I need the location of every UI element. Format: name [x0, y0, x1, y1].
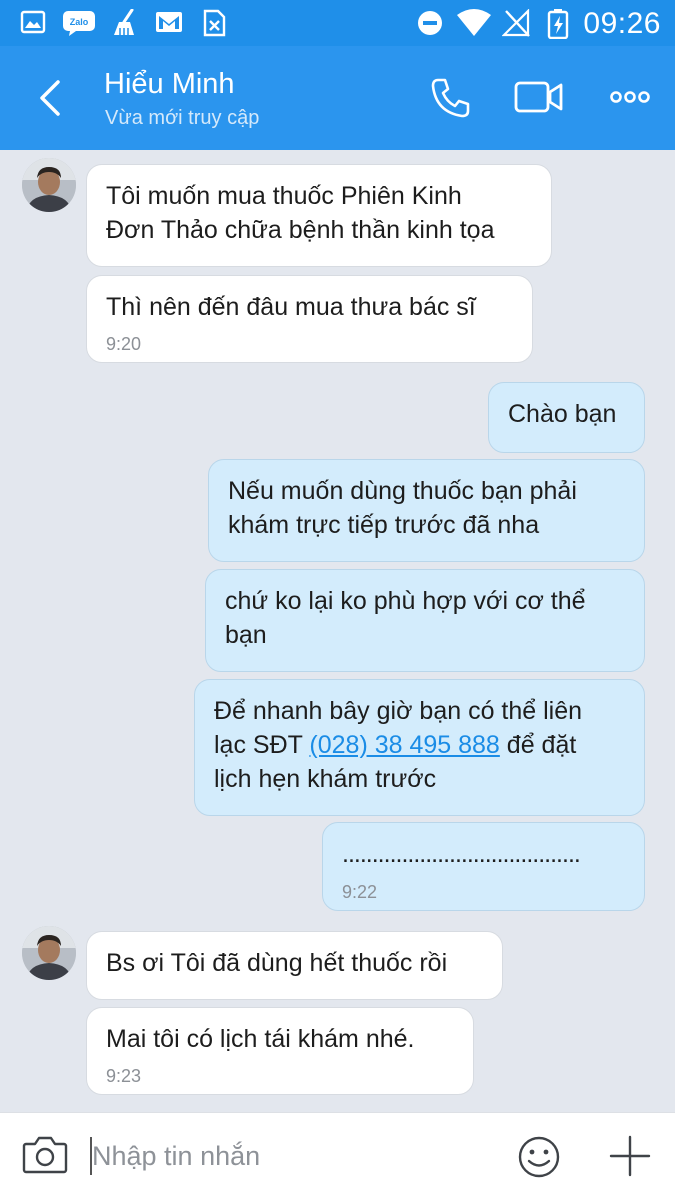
contact-name[interactable]: Hiểu Minh — [104, 68, 235, 100]
message-text: chứ ko lại ko phù hợp với cơ thể — [225, 587, 586, 615]
message-bubble-incoming[interactable] — [86, 931, 503, 1000]
message-time: 9:22 — [342, 882, 378, 902]
phone-call-icon[interactable] — [428, 76, 472, 120]
chat-header — [0, 46, 675, 150]
message-text-line — [214, 728, 625, 762]
message-text: Đơn Thảo chữa bệnh thần kinh tọa — [106, 216, 495, 244]
message-text: Thì nên đến đâu mua thưa bác sĩ — [106, 293, 476, 321]
phone-number-link[interactable]: (028) 38 495 888 — [309, 731, 500, 759]
message-text: Để nhanh bây giờ bạn có thể liên — [214, 697, 583, 725]
message-bubble-outgoing[interactable] — [208, 459, 645, 562]
battery-charging-icon — [546, 9, 570, 39]
message-bubble-incoming[interactable] — [86, 1007, 474, 1095]
emoji-icon[interactable] — [517, 1135, 561, 1179]
status-bar — [0, 0, 675, 46]
avatar[interactable] — [22, 158, 76, 212]
message-text: Bs ơi Tôi đã dùng hết thuốc rồi — [106, 949, 448, 977]
message-list[interactable] — [0, 150, 675, 1112]
contact-status: Vừa mới truy cập — [105, 107, 260, 129]
message-text: lịch hẹn khám trước — [214, 765, 437, 793]
more-icon[interactable] — [610, 89, 650, 105]
do-not-disturb-icon — [416, 9, 444, 37]
camera-icon[interactable] — [22, 1135, 68, 1175]
message-bubble-outgoing[interactable] — [205, 569, 645, 672]
message-text: bạn — [225, 621, 267, 649]
message-bubble-outgoing[interactable] — [488, 382, 645, 453]
wifi-icon — [456, 9, 492, 37]
message-bubble-incoming[interactable] — [86, 164, 552, 267]
message-bubble-outgoing[interactable] — [322, 822, 645, 911]
message-text: Chào bạn — [508, 400, 617, 428]
video-call-icon[interactable] — [514, 80, 564, 114]
back-icon[interactable] — [30, 74, 74, 122]
message-text: khám trực tiếp trước đã nha — [228, 511, 540, 539]
message-time: 9:23 — [106, 1066, 142, 1086]
svg-text:Zalo: Zalo — [69, 17, 89, 27]
cleaner-icon — [110, 9, 140, 37]
no-signal-icon — [502, 9, 532, 37]
message-bubble-outgoing[interactable] — [194, 679, 645, 816]
message-text: ........................................ — [342, 840, 580, 868]
clock: 09:26 — [583, 7, 661, 40]
message-time: 9:20 — [106, 334, 142, 354]
sim-icon — [202, 9, 226, 37]
gallery-icon — [20, 9, 46, 35]
avatar[interactable] — [22, 926, 76, 980]
message-bubble-incoming[interactable] — [86, 275, 533, 363]
zalo-icon — [62, 9, 96, 37]
gmail-icon — [154, 9, 184, 35]
message-text: Mai tôi có lịch tái khám nhé. — [106, 1025, 415, 1053]
message-text: để đặt — [499, 731, 577, 759]
message-input[interactable] — [92, 1135, 492, 1177]
avatar-photo — [22, 158, 76, 212]
message-text: Tôi muốn mua thuốc Phiên Kinh — [106, 182, 462, 210]
message-text: lạc SĐT — [214, 731, 310, 759]
message-composer — [0, 1112, 675, 1200]
plus-icon[interactable] — [609, 1135, 651, 1177]
message-text: Nếu muốn dùng thuốc bạn phải — [228, 477, 577, 505]
avatar-photo — [22, 926, 76, 980]
